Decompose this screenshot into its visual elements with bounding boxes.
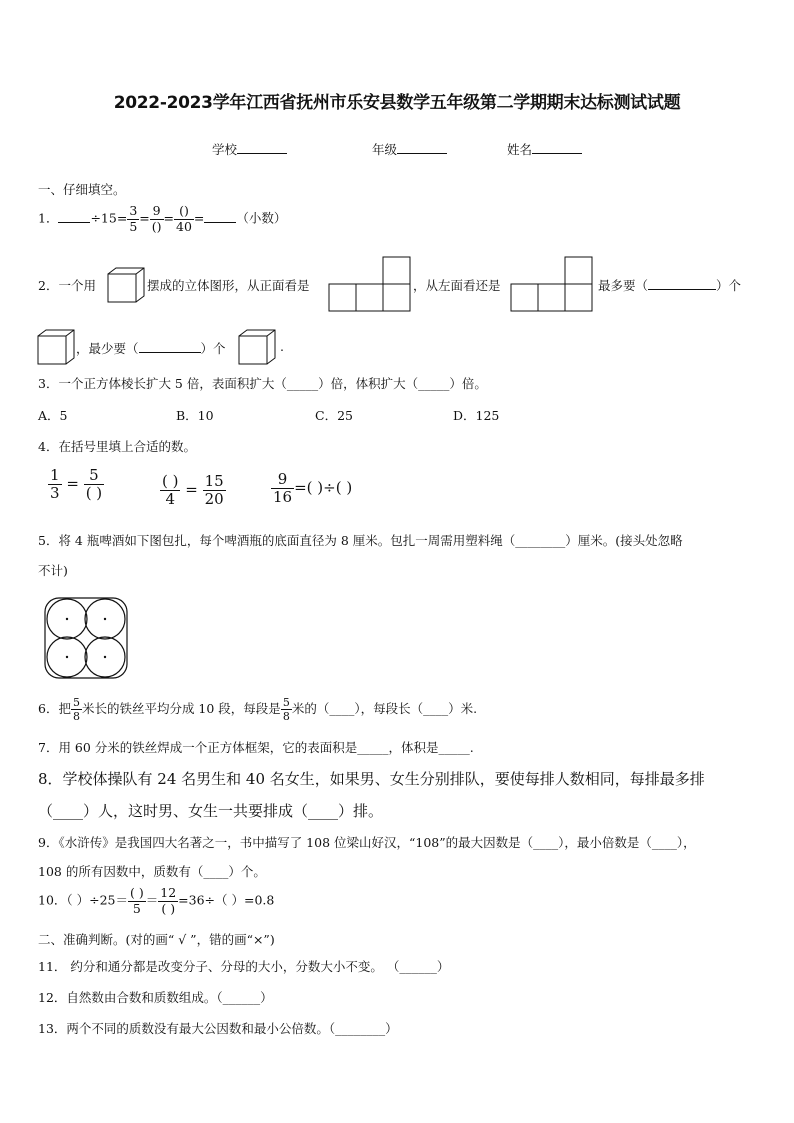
q1-div-text: ÷15= [90, 210, 128, 226]
question-5-line1: 5．将 4 瓶啤酒如下图包扎，每个啤酒瓶的底面直径为 8 厘米。包扎一周需用塑料绳（________）厘米。(接头处忽略 [38, 533, 683, 548]
q1-blank-1[interactable] [58, 210, 90, 223]
q3-option-b[interactable]: B．10 [176, 408, 214, 423]
grade-label: 年级 [372, 142, 398, 157]
question-9-line1: 9．《水浒传》是我国四大名著之一，书中描写了 108 位梁山好汉，“108”的最大因数是（____），最小倍数是（____）， [38, 835, 696, 850]
question-5-line2: 不计) [38, 563, 68, 578]
q2-part8: . [280, 339, 284, 354]
q2-max-blank[interactable] [648, 277, 716, 290]
question-1 [38, 205, 286, 233]
q3-option-c[interactable]: C．25 [315, 408, 353, 423]
section1-heading: 一、仔细填空。 [38, 182, 126, 197]
q3-option-d[interactable]: D．125 [453, 408, 500, 423]
question-8-line2: （____）人，这时男、女生一共要排成（____）排。 [38, 802, 384, 820]
question-8-line1: 8．学校体操队有 24 名男生和 40 名女生，如果男、女生分别排队，要使每排人数相同，每排最多排 [38, 770, 705, 788]
question-13: 13．两个不同的质数没有最大公因数和最小公倍数。（________） [38, 1021, 398, 1036]
question-4: 4．在括号里填上合适的数。 [38, 439, 196, 454]
front-view-figure [328, 256, 412, 312]
cube-icon [36, 328, 76, 366]
four-bottles-diagram [44, 597, 128, 679]
q1-fraction-1: $\frac{3}{5}$ [129, 203, 138, 234]
question-9-line2: 108 的所有因数中，质数有（____）个。 [38, 864, 266, 879]
q2-part1: 2．一个用 [38, 278, 96, 293]
q2-part4: 最多要（ ）个 [598, 278, 742, 293]
name-field[interactable] [507, 140, 582, 158]
question-6: 6．把 $\frac{5}{8}$ 米长的铁丝平均分成 10 段，每段是 $\frac{5}{8}$ 米的（____），每段长（____）米. [38, 696, 478, 723]
section2-heading: 二、准确判断。(对的画“ √ ”，错的画“×”) [38, 932, 275, 947]
q4-equation-c: $\frac{9}{16}$ =( )÷( ) [273, 470, 353, 506]
q2-part6: ，最少要（ ）个 [76, 341, 226, 356]
page-title: 2022-2023学年江西省抚州市乐安县数学五年级第二学期期末达标测试试题 [113, 93, 681, 113]
cube-icon [237, 328, 277, 366]
left-view-figure [510, 256, 594, 312]
q2-part3: ，从左面看还是 [413, 278, 501, 293]
school-field[interactable] [212, 140, 287, 158]
question-11: 11． 约分和通分都是改变分子、分母的大小，分数大小不变。 （______） [38, 959, 450, 974]
grade-field[interactable] [372, 140, 447, 158]
question-12: 12．自然数由合数和质数组成。（______） [38, 990, 273, 1005]
q1-eq-2: = [163, 210, 174, 226]
q1-number: 1． [38, 210, 59, 226]
school-label: 学校 [212, 142, 238, 157]
q1-suffix: （小数） [236, 210, 287, 226]
q1-eq-1: = [139, 210, 150, 226]
question-7: 7．用 60 分米的铁丝焊成一个正方体框架，它的表面积是_____，体积是_____. [38, 740, 474, 755]
q1-blank-2[interactable] [204, 210, 236, 223]
q2-part2: 摆成的立体图形，从正面看是 [147, 278, 310, 293]
q4-equation-a: $\frac{1}{3}$ = $\frac{5}{( )}$ [50, 466, 103, 502]
q3-option-a[interactable]: A．5 [38, 408, 68, 423]
question-3: 3．一个正方体棱长扩大 5 倍，表面积扩大（_____）倍，体积扩大（_____）倍。 [38, 376, 487, 391]
q2-min-blank[interactable] [139, 340, 201, 353]
name-label: 姓名 [507, 142, 533, 157]
q1-eq-3: = [193, 210, 205, 226]
q1-fraction-2: $\frac{9}{()}$ [151, 203, 162, 234]
q4-equation-b: $\frac{( )}{4}$ = $\frac{15}{20}$ [162, 472, 224, 508]
cube-icon [106, 266, 146, 304]
question-10: 10．（ ）÷25＝ $\frac{( )}{5}$ ＝ $\frac{12}{( )}$ =36÷（ ）=0.8 [38, 885, 275, 916]
q1-fraction-3: $\frac{()}{40}$ [176, 203, 192, 234]
